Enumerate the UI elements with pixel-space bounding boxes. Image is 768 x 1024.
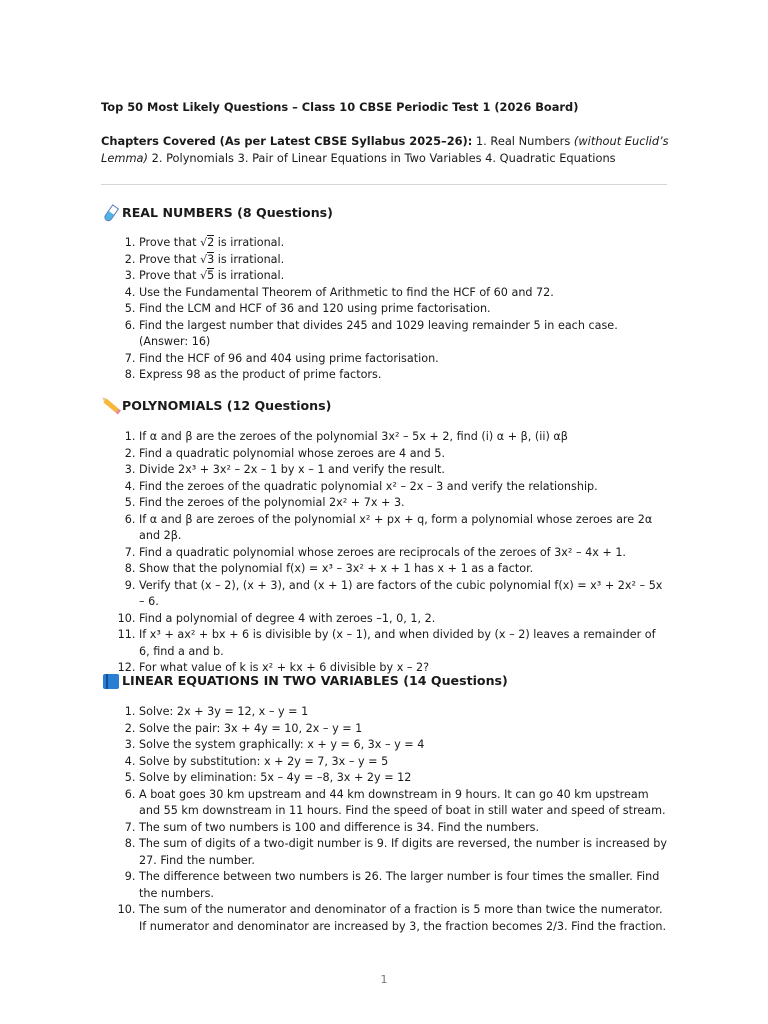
document-title: Top 50 Most Likely Questions – Class 10 CBSE Periodic Test 1 (2026 Board): [101, 100, 579, 114]
question-item: [101, 561, 669, 578]
chapters-text-2: 2. Polynomials 3. Pair of Linear Equations in Two Variables 4. Quadratic Equations: [147, 151, 616, 165]
question-item: [101, 820, 669, 837]
question-text: Find the zeroes of the quadratic polynomial x² – 2x – 3 and verify the relationship.: [139, 479, 598, 493]
section-title: POLYNOMIALS (12 Questions): [122, 398, 332, 413]
question-text-suffix: is irrational.: [214, 236, 285, 249]
question-text: Find the LCM and HCF of 36 and 120 using prime factorisation.: [139, 302, 491, 315]
radicand: 2: [207, 236, 215, 249]
question-number: 4.: [124, 754, 139, 768]
question-number: 3.: [124, 269, 139, 282]
question-number: 4.: [124, 285, 139, 299]
square-root: [200, 235, 214, 249]
question-text: Find the largest number that divides 245 and 1029 leaving remainder 5 in each case. (Answer: 16): [139, 318, 618, 348]
question-item: [101, 721, 669, 738]
radicand: 5: [207, 269, 215, 282]
question-number: 9.: [124, 578, 139, 592]
question-number: 10.: [117, 611, 139, 625]
question-text: Solve: 2x + 3y = 12, x – y = 1: [139, 705, 309, 718]
radicand: 3: [207, 252, 215, 266]
question-number: 9.: [124, 870, 139, 883]
chapters-label: Chapters Covered (As per Latest CBSE Syllabus 2025–26):: [101, 134, 473, 148]
question-text: Express 98 as the product of prime factors.: [139, 368, 382, 381]
question-text: The difference between two numbers is 26. The larger number is four times the smaller. Find the numbers.: [139, 870, 660, 900]
question-number: 3.: [124, 738, 139, 751]
question-text: [139, 252, 669, 269]
question-item: [101, 787, 669, 820]
question-number: 1.: [124, 705, 139, 718]
question-number: 7.: [124, 820, 139, 834]
question-text-prefix: Prove that: [139, 252, 201, 266]
question-text: [139, 235, 669, 252]
question-number: 10.: [117, 903, 139, 916]
question-number: 8.: [124, 368, 139, 381]
question-text-suffix: is irrational.: [214, 269, 285, 282]
pencil-icon: [101, 397, 121, 415]
question-item: [101, 285, 669, 302]
question-item: [101, 737, 669, 754]
question-text: For what value of k is x² + kx + 6 divisible by x – 2?: [139, 661, 430, 674]
question-text: The sum of the numerator and denominator of a fraction is 5 more than twice the numerator. If numerator and denominator are increased by 3, the fraction becomes 2/3. Find the fraction.: [139, 903, 667, 933]
question-text: Find the zeroes of the polynomial 2x² + 7x + 3.: [139, 496, 405, 509]
test-tube-icon: [101, 204, 121, 222]
question-text-prefix: Prove that: [139, 236, 201, 249]
question-item: [101, 578, 669, 611]
question-item: [101, 611, 669, 628]
horizontal-divider: [101, 184, 667, 185]
question-number: 1.: [124, 236, 139, 249]
question-number: 7.: [124, 545, 139, 559]
question-text: Show that the polynomial f(x) = x³ – 3x² + x + 1 has x + 1 as a factor.: [139, 562, 534, 575]
question-text: Divide 2x³ + 3x² – 2x – 1 by x – 1 and verify the result.: [139, 463, 445, 476]
question-item: [101, 495, 669, 512]
chapters-italic-note: (without Euclid’s Lemma): [101, 134, 669, 165]
section-heading-polynomials: [101, 397, 669, 415]
square-root: [200, 252, 214, 266]
question-number: 7.: [124, 351, 139, 365]
section-title: LINEAR EQUATIONS IN TWO VARIABLES (14 Questions): [122, 673, 508, 688]
question-item: [101, 627, 669, 660]
question-text: The sum of digits of a two-digit number is 9. If digits are reversed, the number is increased by 27. Find the number.: [139, 837, 668, 867]
question-text: Solve the pair: 3x + 4y = 10, 2x – y = 1: [139, 721, 363, 735]
question-item: [101, 770, 669, 787]
question-number: 2.: [124, 721, 139, 735]
question-text: If α and β are zeroes of the polynomial x² + px + q, form a polynomial whose zeroes are 2α and 2β.: [139, 512, 653, 542]
question-text: A boat goes 30 km upstream and 44 km downstream in 9 hours. It can go 40 km upstream and 55 km downstream in 11 hours. Find the speed of boat in still water and speed of stream.: [139, 787, 666, 817]
question-item: [101, 367, 669, 384]
question-number: 5.: [124, 302, 139, 315]
question-number: 1.: [124, 430, 139, 443]
radical-sign-icon: √: [200, 236, 208, 249]
question-item: [101, 351, 669, 368]
question-item: [101, 268, 669, 285]
page-number: 1: [380, 973, 388, 986]
question-text: If x³ + ax² + bx + 6 is divisible by (x – 1), and when divided by (x – 2) leaves a remainder of 6, find a and b.: [139, 628, 656, 658]
question-item: [101, 318, 669, 351]
question-list-real-numbers: [101, 235, 669, 384]
question-text: Verify that (x – 2), (x + 3), and (x + 1) are factors of the cubic polynomial f(x) = x³ + 2x² – 5x – 6.: [139, 578, 663, 608]
question-text: Solve by substitution: x + 2y = 7, 3x – y = 5: [139, 754, 389, 768]
question-list-polynomials: [101, 429, 669, 677]
question-text: If α and β are the zeroes of the polynomial 3x² – 5x + 2, find (i) α + β, (ii) αβ: [139, 430, 568, 443]
question-number: 6.: [124, 318, 139, 332]
question-item: [101, 545, 669, 562]
question-item: [101, 512, 669, 545]
question-number: 11.: [117, 628, 139, 641]
question-item: [101, 836, 669, 869]
question-number: 4.: [124, 479, 139, 493]
question-number: 3.: [124, 463, 139, 476]
question-text: The sum of two numbers is 100 and difference is 34. Find the numbers.: [139, 820, 540, 834]
question-number: 5.: [124, 771, 139, 784]
question-item: [101, 902, 669, 935]
question-text: Solve by elimination: 5x – 4y = –8, 3x + 2y = 12: [139, 771, 412, 784]
question-item: [101, 446, 669, 463]
question-number: 6.: [124, 787, 139, 801]
question-item: [101, 754, 669, 771]
radical-sign-icon: √: [200, 252, 208, 266]
question-number: 6.: [124, 512, 139, 526]
chapters-covered: [101, 133, 669, 167]
question-text: Find the HCF of 96 and 404 using prime factorisation.: [139, 351, 439, 365]
question-item: [101, 429, 669, 446]
question-item: [101, 252, 669, 269]
question-item: [101, 869, 669, 902]
question-number: 2.: [124, 252, 139, 266]
radical-sign-icon: √: [200, 269, 208, 282]
question-text-suffix: is irrational.: [214, 252, 285, 266]
section-heading-real-numbers: [101, 204, 669, 222]
section-title: REAL NUMBERS (8 Questions): [122, 205, 333, 220]
square-root: [200, 268, 214, 282]
question-number: 5.: [124, 496, 139, 509]
question-item: [101, 301, 669, 318]
question-number: 12.: [117, 661, 139, 674]
question-text: Solve the system graphically: x + y = 6, 3x – y = 4: [139, 738, 425, 751]
question-text: [139, 268, 669, 285]
question-text-prefix: Prove that: [139, 269, 201, 282]
question-list-linear-equations: [101, 704, 669, 935]
question-item: [101, 479, 669, 496]
question-number: 8.: [124, 837, 139, 850]
chapters-text-1: 1. Real Numbers: [472, 134, 574, 148]
question-item: [101, 235, 669, 252]
question-number: 8.: [124, 562, 139, 575]
section-heading-linear-equations: [101, 672, 669, 690]
question-number: 2.: [124, 446, 139, 460]
question-text: Use the Fundamental Theorem of Arithmetic to find the HCF of 60 and 72.: [139, 285, 554, 299]
question-text: Find a quadratic polynomial whose zeroes are 4 and 5.: [139, 446, 446, 460]
question-text: Find a quadratic polynomial whose zeroes are reciprocals of the zeroes of 3x² – 4x + 1.: [139, 545, 626, 559]
blue-book-icon: [101, 672, 121, 690]
question-item: [101, 462, 669, 479]
question-text: Find a polynomial of degree 4 with zeroes –1, 0, 1, 2.: [139, 611, 436, 625]
question-item: [101, 704, 669, 721]
